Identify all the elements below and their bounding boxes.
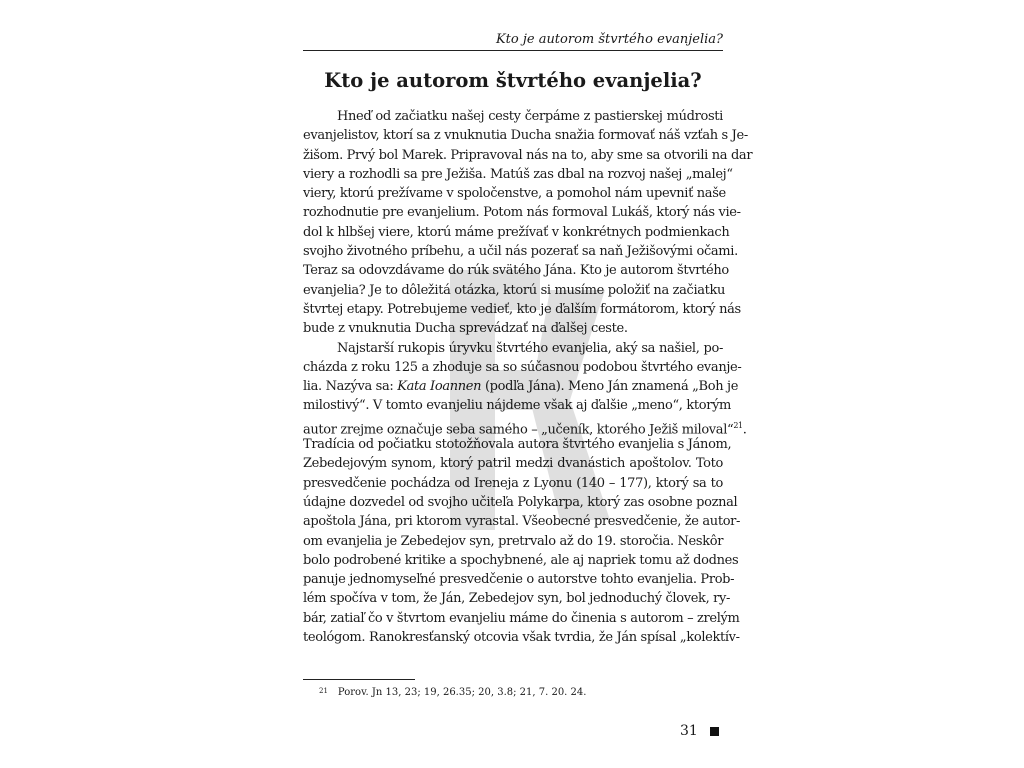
- line-segment: autor zrejme označuje seba samého – „učeník, ktorého Ježiš miloval“: [303, 422, 734, 438]
- paragraph-line: lém spočíva v tom, že Ján, Zebedejov syn, bol jednoduchý človek, ry-: [303, 591, 731, 607]
- paragraph-line: [303, 377, 739, 396]
- paragraph-line: štvrtej etapy. Potrebujeme vedieť, kto je ďalším formátorom, ktorý nás: [303, 301, 741, 317]
- paragraph-line: bolo podrobené kritike a spochybnené, ale aj napriek tomu až dodnes: [303, 552, 739, 568]
- footnote-ref[interactable]: 21: [733, 420, 743, 430]
- paragraph-line: panuje jednomyseľné presvedčenie o autorstve tohto evanjelia. Prob-: [303, 572, 735, 588]
- paragraph-line: Najstarší rukopis úryvku štvrtého evanjelia, aký sa našiel, po-: [337, 340, 723, 356]
- footnote-text: Porov. Jn 13, 23; 19, 26.35; 20, 3.8; 21, 7. 20. 24.: [337, 687, 587, 698]
- running-header: Kto je autorom štvrtého evanjelia?: [495, 32, 723, 47]
- paragraph-line: svojho životného príbehu, a učil nás pozerať sa naň Ježišovými očami.: [303, 244, 738, 260]
- body-text: [303, 107, 753, 647]
- paragraph-line: apoštola Jána, pri ktorom vyrastal. Všeobecné presvedčenie, že autor-: [303, 514, 741, 530]
- paragraph-line: údajne dozvedel od svojho učiteľa Polykarpa, ktorý zas osobne poznal: [303, 494, 738, 510]
- paragraph-line: om evanjelia je Zebedejov syn, pretrvalo až do 19. storočia. Neskôr: [303, 533, 724, 549]
- paragraph-line: Hneď od začiatku našej cesty čerpáme z pastierskej múdrosti: [337, 109, 723, 124]
- footnote-rule: [303, 679, 415, 680]
- page-number: 31: [680, 723, 698, 739]
- chapter-title: Kto je autorom štvrtého evanjelia?: [324, 69, 702, 92]
- paragraph-line: Teraz sa odovzdávame do rúk svätého Jána. Kto je autorom štvrtého: [303, 263, 729, 279]
- line-segment: lia. Nazýva sa:: [303, 379, 394, 395]
- paragraph-line: Zebedejovým synom, ktorý patril medzi dvanástich apoštolov. Toto: [303, 456, 723, 472]
- paragraph-line: viery, ktorú prežívame v spoločenstve, a pomohol nám upevniť naše: [303, 186, 726, 202]
- paragraph-line: žišom. Prvý bol Marek. Pripravoval nás na to, aby sme sa otvorili na dar: [303, 147, 753, 163]
- greek-title: Kata Ioannen: [397, 379, 482, 395]
- paragraph-line: evanjelistov, ktorí sa z vnuknutia Ducha snažia formovať náš vzťah s Je-: [303, 128, 748, 144]
- paragraph-line: evanjelia? Je to dôležitá otázka, ktorú si musíme položiť na začiatku: [303, 282, 726, 298]
- paragraph-line: bude z vnuknutia Ducha sprevádzať na ďalšej ceste.: [303, 321, 628, 337]
- line-segment: (podľa Jána). Meno Ján znamená „Boh je: [484, 379, 739, 395]
- paragraph-line: dol k hlbšej viere, ktorú máme prežívať v konkrétnych podmienkach: [303, 224, 730, 240]
- paragraph-line: viery a rozhodli sa pre Ježiša. Matúš zas dbal na rozvoj našej „malej“: [303, 166, 733, 182]
- line-segment: .: [742, 422, 747, 438]
- paragraph-line: teológom. Ranokresťanský otcovia však tvrdia, že Ján spísal „kolektív-: [303, 630, 740, 646]
- footnote: [319, 686, 723, 700]
- paragraph-line: rozhodnutie pre evanjelium. Potom nás formoval Lukáš, ktorý nás vie-: [303, 205, 741, 221]
- paragraph-line: [303, 416, 747, 438]
- paragraph-line: bár, zatiaľ čo v štvrtom evanjeliu máme do činenia s autorom – zrelým: [303, 610, 740, 626]
- paragraph-line: cházda z roku 125 a zhoduje sa so súčasnou podobou štvrtého evanje-: [303, 359, 742, 375]
- paragraph-line: presvedčenie pochádza od Ireneja z Lyonu (140 – 177), ktorý sa to: [303, 475, 723, 491]
- footnote-number: 21: [319, 687, 328, 695]
- paragraph-line: milostivý“. V tomto evanjeliu nájdeme však aj ďalšie „meno“, ktorým: [303, 398, 732, 414]
- header-rule: [303, 50, 723, 51]
- square-marker-icon: [710, 727, 719, 736]
- paragraph-line: Tradícia od počiatku stotožňovala autora štvrtého evanjelia s Jánom,: [303, 437, 732, 453]
